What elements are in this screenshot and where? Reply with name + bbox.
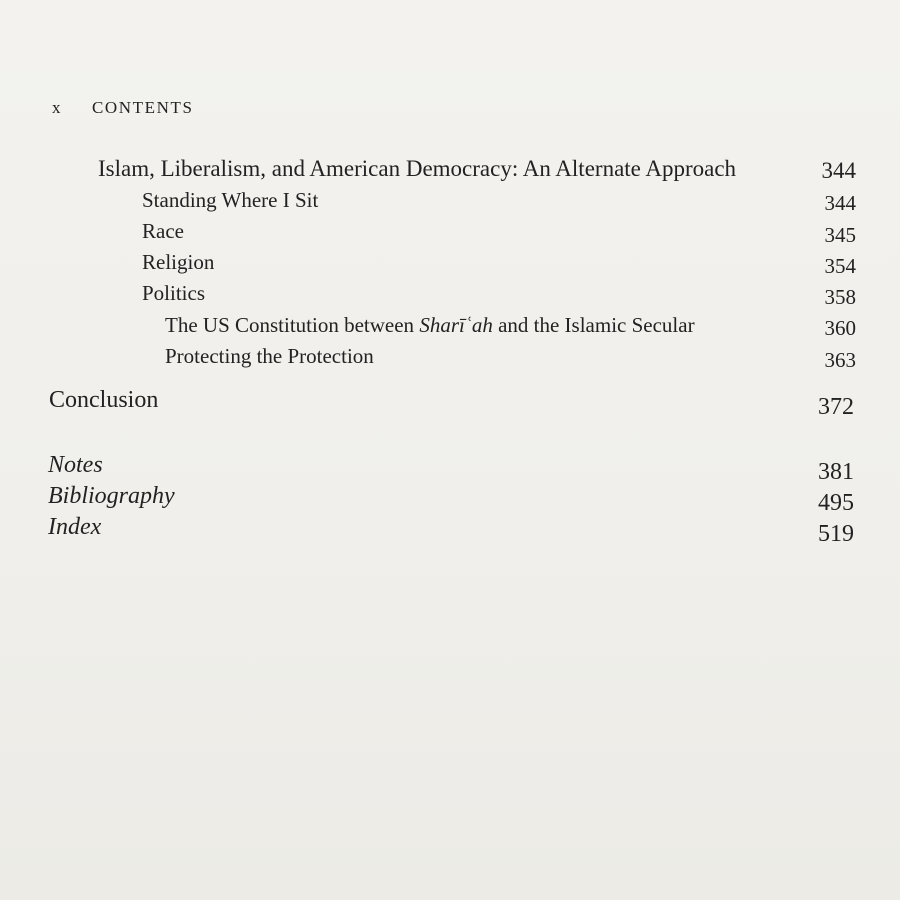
toc-entry-page: 363: [824, 348, 856, 372]
toc-entry: [142, 250, 214, 275]
toc-entry-title-part: and the Islamic Secular: [492, 313, 695, 337]
header-page-number: x: [52, 98, 63, 117]
toc-entry: [142, 219, 184, 244]
toc-entry-page: 381: [818, 459, 854, 485]
toc-entry: [142, 188, 318, 213]
running-header: [52, 98, 194, 118]
toc-entry: [48, 514, 101, 541]
toc-entry-page: 344: [824, 191, 856, 215]
toc-entry-page: 344: [821, 158, 856, 183]
toc-entry-title-part: The US Constitution between: [165, 313, 420, 337]
toc-entry: [49, 387, 158, 414]
toc-entry-title: Protecting the Protection: [165, 344, 374, 368]
toc-entry-page: 495: [818, 490, 854, 516]
header-title: CONTENTS: [91, 98, 194, 117]
toc-entry-title: Islam, Liberalism, and American Democracy: An Alternate Approach: [98, 156, 737, 181]
toc-entry-page: 354: [824, 254, 856, 278]
toc-entry-title: [165, 313, 695, 338]
toc-entry-title: Standing Where I Sit: [142, 188, 319, 212]
toc-entry-title-italic: Sharīʿah: [419, 313, 493, 337]
toc-entry-page: 345: [824, 223, 856, 247]
toc-entry-title: Notes: [48, 452, 103, 478]
toc-entry: [142, 281, 205, 306]
toc-entry-title: Religion: [142, 250, 215, 274]
toc-entry-title: Politics: [142, 281, 206, 305]
toc-entry-title: Index: [48, 514, 102, 540]
toc-entry-page: 360: [824, 316, 856, 340]
toc-entry-page: 358: [824, 285, 856, 309]
toc-entry-page: 519: [818, 521, 854, 547]
toc-entry-page: 372: [818, 394, 854, 420]
toc-entry: [165, 344, 374, 369]
toc-entry: [48, 452, 103, 479]
toc-entry-title: Bibliography: [48, 483, 175, 509]
toc-entry: [165, 313, 695, 338]
toc-entry-title: Conclusion: [49, 387, 159, 413]
toc-entry: [48, 483, 175, 510]
toc-entry-title: Race: [142, 219, 184, 243]
toc-entry: [98, 156, 736, 182]
